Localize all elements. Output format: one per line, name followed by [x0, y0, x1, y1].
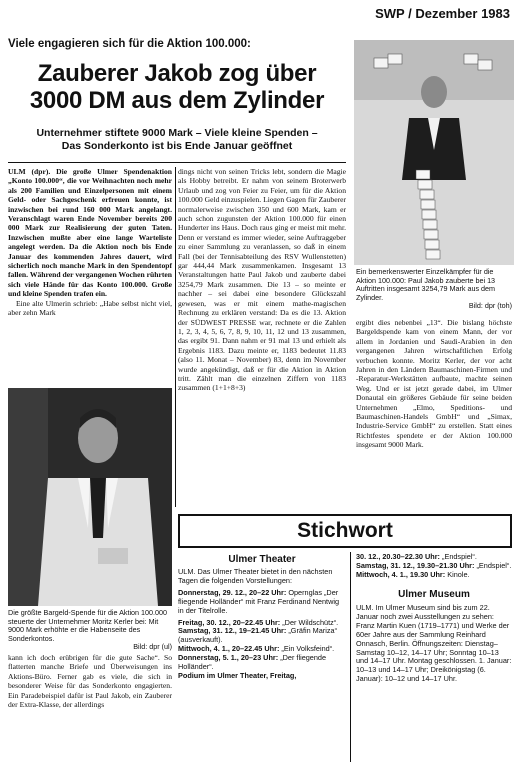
listing-entry: Mittwoch, 4. 1., 20–22.45 Uhr: „Ein Volksfeind“. — [178, 644, 335, 654]
headline-line-1: Zauberer Jakob zog über — [37, 60, 317, 87]
article-column-2 — [178, 167, 346, 393]
article-lead: ULM (dpr). Die große Ulmer Spendenaktion „Konto 100.000“, die vor Weihnachten noch mehr als 200 Familien und Einzelpersonen mit einem Geld- oder Sachgeschenk erfreuen konnte, ist inzwischen bei rund 160 000 Mark angelangt. Veranschlagt waren Ende November bereits 200 000 Mark zur Realisierung der guten Taten. Inzwischen mußte aber eine lange Warteliste angelegt werden. Da die Aktion noch bis Ende Januar des kommenden Jahres dauert, wird sicherlich noch manche Mark in den Spendentopf fallen. Während der vergangenen Wochen rührten sich viele Hände für das Konto 100.000. Große und kleine Spenden trafen ein. — [8, 167, 172, 299]
theater-listing — [178, 568, 346, 681]
subheadline — [8, 127, 346, 153]
photo-businessman — [8, 388, 172, 606]
caption-credit: Bild: dpr (toh) — [468, 301, 512, 311]
source-note: SWP / Dezember 1983 — [375, 6, 510, 21]
businessman-illustration — [8, 388, 172, 606]
divider-under-subhead — [8, 162, 346, 163]
caption-text: Die größte Bargeld-Spende für die Aktion 100.000 steuerte der Unternehmer Moritz Kerler bei: Mit 9000 Mark erhöhte er die Habenseite des Sonderkontos. — [8, 608, 168, 643]
article-paragraph: dings nicht von seinen Tricks lebt, sondern die Magie als Hobby betreibt. Er nahm von seinem Broterwerb Urlaub und zog von Feier zu Feier, um für die Aktion 100.000 Geld einzuspielen. Liegen Gagen für Zauberer normalerweise zwischen 350 und 600 Mark, kam er auch schon zugunsten der Aktion 100.000 für einen Hunderter ins Haus. Doch raus ging er meist mit mehr. Denn er verstand es immer wieder, seine Auftraggeber zu einer Sammlung zu veranlassen, so daß in einem Fall (bei der Tennisabteilung des RSV Wullenstetten) gar 444,44 Mark zusammenkamen. Insgesamt 13 Veranstaltungen hatte Paul Jakob und zauberte dabei 3254,79 Mark zusammen. Die 13 – so meinte er nachher – sei dabei eine besondere Glückszahl gewesen, was er mit einem mathe-magischen Rechnung zu erklären verstand: Da es die 13. Aktion der SÜDWEST PRESSE war, rechnete er die Zahlen 1, 2, 3, 4, 5, 6, 7, 8, 9, 10, 11, 12 und 13 zusammen, das ergibt 91. Dann nahm er 91 mal 13 und erhielt als Ergebnis 1183. Dazu meinte er, 1183 bedeutet 11.83 (also 11. Monat – November) 83, denn im November wurde angekündigt, daß er für die Aktion in Aktion tritt. Zählt man die einzelnen Ziffern von 1183 zusammen (1+1+8+3) — [178, 167, 346, 393]
article-column-3 — [356, 318, 512, 450]
listing-entry: Freitag, 30. 12., 20–22.45 Uhr: „Der Wildschütz“. — [178, 617, 339, 627]
kicker-line: Viele engagieren sich für die Aktion 100.000: — [8, 38, 251, 50]
listing-entry: Donnerstag, 5. 1., 20–23 Uhr: „Der fliegende Holländer“. — [178, 653, 327, 672]
theater-heading: Ulmer Theater — [228, 554, 296, 565]
listing-entry: Donnerstag, 29. 12., 20–22 Uhr: Opernglas „Der fliegende Holländer“ mit Franz Ferdinand Nentwig in der Titelrolle. — [178, 587, 340, 615]
listing-entry: 30. 12., 20.30–22.30 Uhr: „Endspiel“. — [356, 552, 477, 561]
stichwort-heading: Stichwort — [297, 519, 393, 542]
article-paragraph: kann ich doch erübrigen für die gute Sache“. So flatterten manche Briefe und Überweisungen ins Aktions-Büro. Ferner gab es viele, die sich in besonderer Weise für das Sonderkonto engagierten. Ein Paradebeispiel dafür ist Paul Jakob, ein Zauberer der Extra-Klasse, der allerdings — [8, 653, 172, 710]
column-divider — [350, 552, 351, 762]
article-column-1-continued — [8, 653, 172, 709]
listing-entry: Podium im Ulmer Theater, Freitag, — [178, 670, 297, 680]
magician-illustration — [354, 40, 514, 265]
article-column-1 — [8, 167, 172, 318]
theater-intro: ULM. Das Ulmer Theater bietet in den nächsten Tagen die folgenden Vorstellungen: — [178, 567, 333, 585]
podium-listing — [356, 553, 512, 580]
photo-businessman-caption — [8, 609, 172, 652]
stichwort-box — [178, 514, 512, 548]
article-paragraph: ergibt dies nebenbei „13“. Die bislang höchste Bargeldspende kam von einem Mann, der vor allem in Jordanien und Saudi-Arabien in den vergangenen Jahren wirtschaftlichen Erfolg verbuchen konnte. Moritz Kerler, der vor acht Jahren in den Ländern Baumaschinen-Firmen und -Reparatur-Werkstätten aufbaute, machte seinen Weg. Und er ist jetzt gerade dabei, im Ulmer Donautal ein größeres Gebäude für seine beiden Unternehmen „Elmo, Speditions- und Baumaschinen-Handels GmbH“ und „Simax, Industrie-Service GmbH“ zu erstellen. Statt eines Richtfestes spendete er der Aktion 100.000 insgesamt 9000 Mark. — [356, 318, 512, 450]
listing-entry: Mittwoch, 4. 1., 19.30 Uhr: Kinole. — [356, 569, 470, 579]
museum-heading: Ulmer Museum — [398, 589, 470, 600]
headline — [8, 60, 346, 114]
caption-credit: Bild: dpr (ul) — [133, 642, 172, 652]
caption-text: Ein bemerkenswerter Einzelkämpfer für die Aktion 100.000: Paul Jakob zauberte bei 13 Auftritten insgesamt 3254,79 Mark aus dem Zylinder. — [356, 267, 496, 302]
listing-entry: Samstag, 31. 12., 19.30–21.30 Uhr: „Endspiel“. — [356, 560, 512, 570]
museum-listing — [356, 604, 512, 684]
photo-magician — [354, 40, 514, 265]
headline-line-2: 3000 DM aus dem Zylinder — [29, 87, 325, 114]
listing-entry: Samstag, 31. 12., 19–21.45 Uhr: „Gräfin Mariza“ (ausverkauft). — [178, 626, 337, 645]
subheadline-line-2: Das Sonderkonto ist bis Ende Januar geöffnet — [61, 140, 293, 152]
museum-text: ULM. Im Ulmer Museum sind bis zum 22. Januar noch zwei Ausstellungen zu sehen: Franz Martin Kuen (1719–1771) und Werke der 60er Jahre aus der Sammlung Reinhard Onnasch, Berlin. Öffnungszeiten: Dienstag–Samstag 10–12, 14–17 Uhr; Sonntag 10–13 und 14–17 Uhr. Montag geschlossen. 1. Januar: 10–13 und 14–17 Uhr; Dreikönigstag (6. Januar): 10–12 und 14–17 Uhr. — [356, 603, 512, 684]
photo-magician-caption — [356, 268, 512, 311]
article-paragraph: Eine alte Ulmerin schrieb: „Habe selbst nicht viel, aber zehn Mark — [8, 298, 172, 318]
column-divider — [175, 167, 176, 507]
subheadline-line-1: Unternehmer stiftete 9000 Mark – Viele kleine Spenden – — [36, 127, 318, 139]
